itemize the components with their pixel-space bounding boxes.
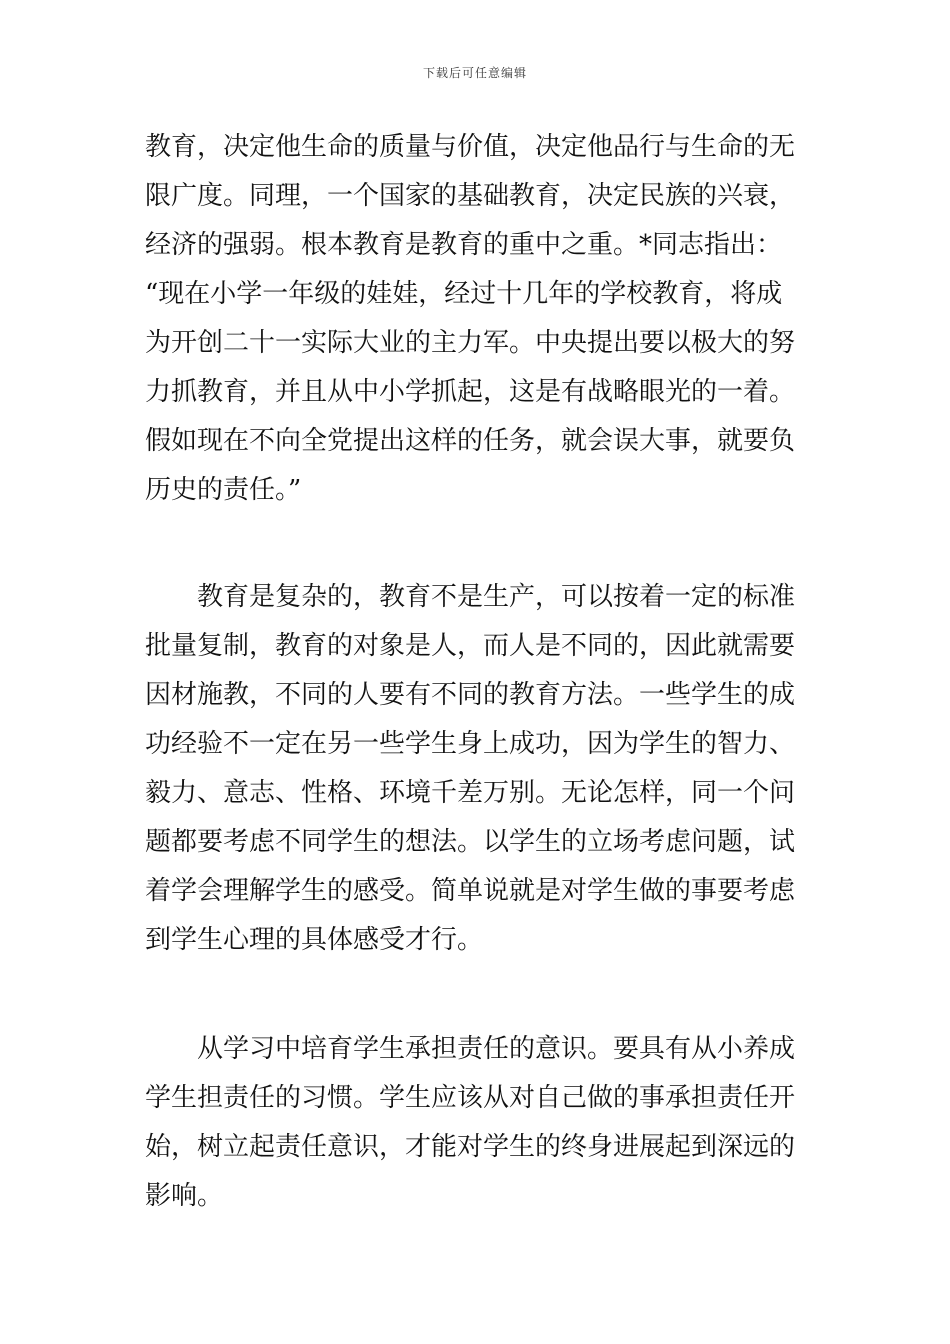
paragraph-line: 功经验不一定在另一些学生身上成功，因为学生的智力、 [145,729,796,759]
paragraph-1 [145,123,810,515]
page-header-note: 下载后可任意编辑 [422,66,527,80]
paragraph-line: 假如现在不向全党提出这样的任务，就会误大事，就要负 [145,426,796,456]
paragraph-line: 限广度。同理，一个国家的基础教育，决定民族的兴衰， [145,181,796,211]
paragraph-line: 始，树立起责任意识，才能对学生的终身进展起到深远的 [145,1132,796,1162]
paragraph-line: 因材施教，不同的人要有不同的教育方法。一些学生的成 [145,680,796,710]
paragraph-line: 教育是复杂的，教育不是生产，可以按着一定的标准 [197,582,796,612]
paragraph-line: 历史的责任。” [145,475,302,505]
paragraph-line: 题都要考虑不同学生的想法。以学生的立场考虑问题，试 [145,827,796,857]
paragraph-line: 批量复制，教育的对象是人，而人是不同的，因此就需要 [145,631,796,661]
paragraph-line: 毅力、意志、性格、环境千差万别。无论怎样，同一个问 [145,778,796,808]
paragraph-3 [145,1025,810,1221]
paragraph-line: 影响。 [145,1181,224,1211]
paragraph-line: 着学会理解学生的感受。简单说就是对学生做的事要考虑 [145,876,796,906]
paragraph-line: “现在小学一年级的娃娃，经过十几年的学校教育，将成 [145,279,783,309]
paragraph-line: 到学生心理的具体感受才行。 [145,925,484,955]
paragraph-line: 学生担责任的习惯。学生应该从对自己做的事承担责任开 [145,1083,796,1113]
paragraph-line: 从学习中培育学生承担责任的意识。要具有从小养成 [197,1034,796,1064]
paragraph-line: 教育，决定他生命的质量与价值，决定他品行与生命的无 [145,132,796,162]
paragraph-line: 为开创二十一实际大业的主力军。中央提出要以极大的努 [145,328,796,358]
paragraph-2 [145,573,810,965]
paragraph-line: 力抓教育，并且从中小学抓起，这是有战略眼光的一着。 [145,377,796,407]
paragraph-line: 经济的强弱。根本教育是教育的重中之重。*同志指出： [145,230,783,260]
